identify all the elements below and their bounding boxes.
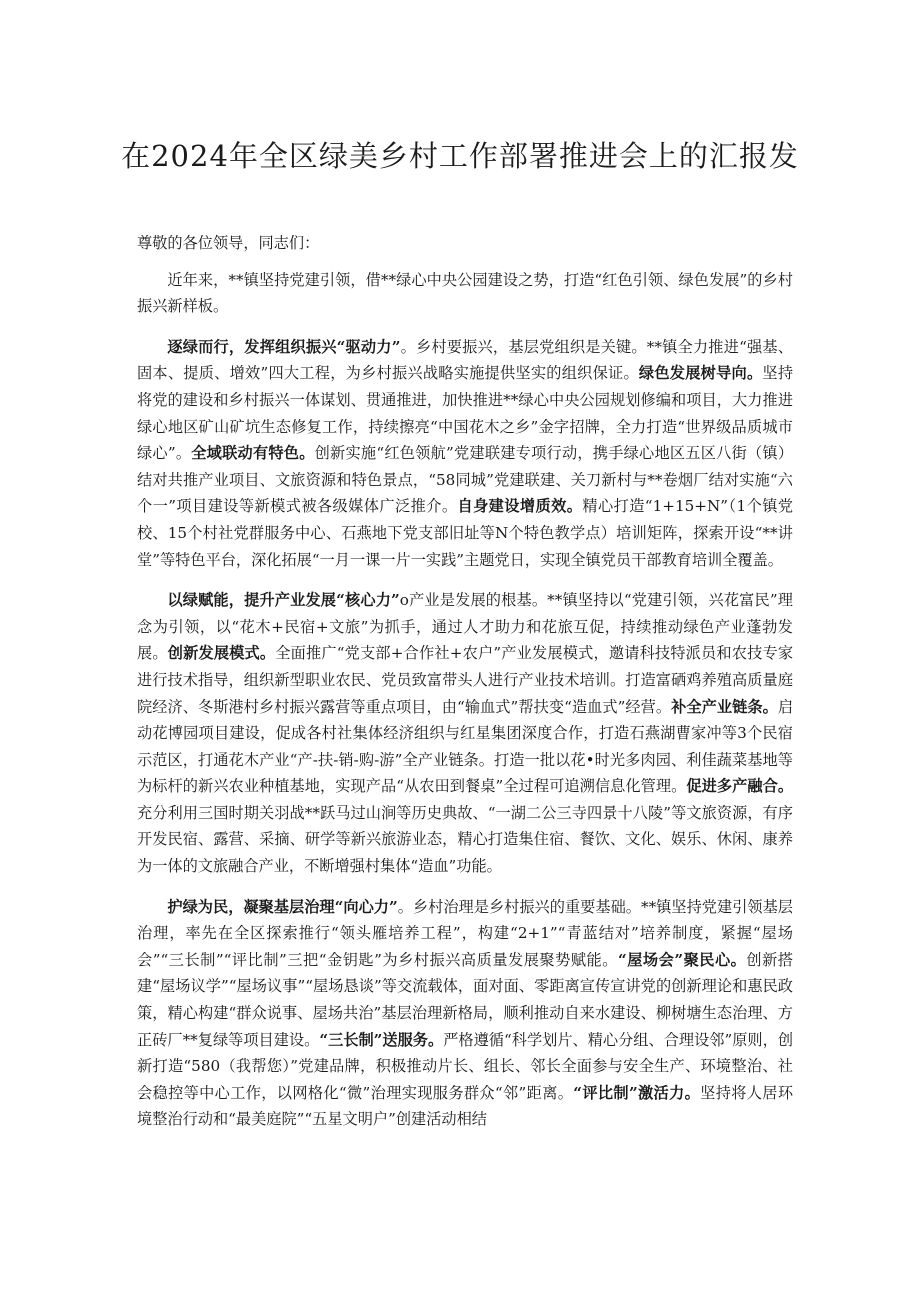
item-heading: “三长制”送服务。	[319, 1030, 444, 1049]
section-paragraph-3	[137, 894, 793, 1133]
item-heading: 绿色发展树导向。	[638, 364, 763, 383]
intro-paragraph: 近年来，**镇坚持党建引领，借**绿心中央公园建设之势，打造“红色引领、绿色发展”的乡村振兴新样板。	[137, 270, 793, 316]
document-title: 在2024年全区绿美乡村工作部署推进会上的汇报发	[121, 139, 799, 173]
item-text: 启动花博园项目建设，促成各村社集体经济组织与红星集团深度合作，打造石燕湖曹家冲等3个民宿示范区，打通花木产业“产-扶-销-购-游”全产业链条。打造一批以花•时光多肉园、利佳蔬菜基地等为标杆的新兴农业种植基地，实现产品“从农田到餐桌”全过程可追溯信息化管理。	[137, 697, 793, 796]
item-text: 坚持将人居环境整治行动和“最美庭院”“五星文明户”创建活动相结	[137, 1083, 794, 1129]
section-lead: 。乡村要振兴，基层党组织是关键。**镇全力推进“强基、固本、提质、增效”四大工程，为乡村振兴战略实施提供坚实的组织保证。	[137, 337, 793, 383]
section-heading: 护绿为民，凝聚基层治理“向心力”	[167, 897, 398, 916]
item-heading: 创新发展模式。	[167, 644, 276, 663]
item-text: 创新搭建“屋场议学”“屋场议事”“屋场恳谈”等交流载体，面对面、零距离宣传宣讲党的创新理论和惠民政策，精心构建“群众说事、屋场共治”基层治理新格局，顺利推动自来水建设、柳树塘生态治理、方正砖厂**复绿等项目建设。	[137, 950, 793, 1049]
document-body	[137, 230, 793, 1147]
item-text: 坚持将党的建设和乡村振兴一体谋划、贯通推进，加快推进**绿心中央公园规划修编和项目，大力推进绿心地区矿山矿坑生态修复工作，持续擦亮“中国花木之乡”金字招牌，全力打造“世界级品质城市绿心”。	[137, 364, 794, 463]
section-paragraph-2	[137, 587, 793, 880]
item-heading: 补全产业链条。	[671, 697, 778, 716]
section-lead: 。乡村治理是乡村振兴的重要基础。**镇坚持党建引领基层治理，率先在全区探索推行“领头雁培养工程”，构建“2+1”“青蓝结对”培养制度，紧握“屋场会”“三长制”“评比制”三把“金钥匙”为乡村振兴高质量发展聚势赋能。	[137, 897, 793, 969]
section-paragraph-1	[137, 334, 793, 573]
item-heading: 自身建设增质效。	[457, 497, 583, 516]
item-heading: 促进多产融合。	[686, 777, 794, 796]
section-heading: 逐绿而行，发挥组织振兴“驱动力”	[167, 337, 401, 356]
item-text: 创新实施“红色领航”党建联建专项行动，携手绿心地区五区八街（镇）结对共推产业项目、文旅资源和特色景点，“58同城”党建联建、关刀新村与**卷烟厂结对实施“六个一”项目建设等新模式被各级媒体广泛推介。	[137, 444, 794, 516]
salutation: 尊敬的各位领导，同志们：	[137, 234, 320, 252]
item-heading: “评比制”激活力。	[573, 1083, 701, 1102]
section-lead: o产业是发展的根基。**镇坚持以“党建引领，兴花富民”理念为引领，以“花木+民宿+文旅”为抓手，通过人才助力和花旅互促，持续推动绿色产业蓬勃发展。	[137, 591, 793, 663]
item-heading: “屋场会”聚民心。	[617, 950, 747, 969]
item-text: 全面推广“党支部+合作社+农户”产业发展模式，邀请科技特派员和农技专家进行技术指导，组织新型职业农民、党员致富带头人进行产业技术培训。打造富硒鸡养殖高质量庭院经济、冬斯港村乡村振兴露营等重点项目，由“输血式”帮扶变“造血式”经营。	[137, 644, 794, 716]
item-text: 严格遵循“科学划片、精心分组、合理设邻”原则，创新打造“580（我帮您）”党建品牌，积极推动片长、组长、邻长全面参与安全生产、环境整治、社会稳控等中心工作，以网格化“微”治理实现服务群众“邻”距离。	[137, 1030, 794, 1102]
section-heading: 以绿赋能，提升产业发展“核心力”	[167, 591, 400, 610]
item-text: 充分利用三国时期关羽战**跃马过山涧等历史典故、“一湖二公三寺四景十八陵”等文旅资源，有序开发民宿、露营、采摘、研学等新兴旅游业态，精心打造集住宿、餐饮、文化、娱乐、休闲、康养为一体的文旅融合产业，不断增强村集体“造血”功能。	[137, 803, 793, 876]
item-text: 精心打造“1+15+N”（1个镇党校、15个村社党群服务中心、石燕地下党支部旧址等N个特色教学点）培训矩阵，探索开设“**讲堂”等特色平台，深化拓展“一月一课一片一实践”主题党日，实现全镇党员干部教育培训全覆盖。	[137, 497, 794, 569]
item-heading: 全域联动有特色。	[191, 444, 315, 463]
